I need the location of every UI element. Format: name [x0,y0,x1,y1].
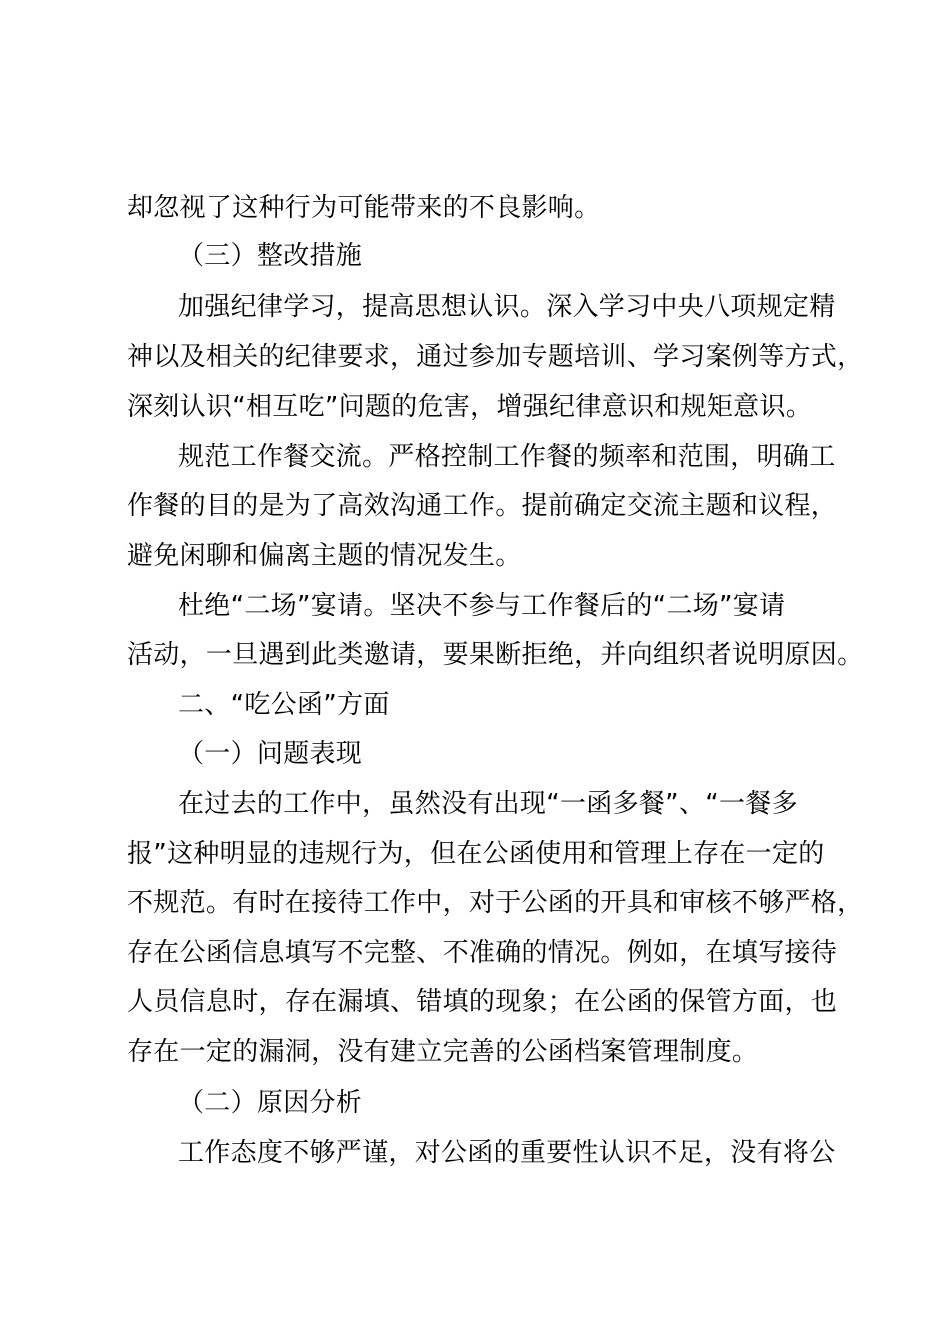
text-line: 避免闲聊和偏离主题的情况发生。 [127,541,522,571]
text-line: 在过去的工作中，虽然没有出现“一函多餐”、“一餐多 [178,789,798,819]
text-line: 神以及相关的纪律要求，通过参加专题培训、学习案例等方式， [127,342,864,372]
section-heading: （二）原因分析 [178,1088,363,1118]
text-line: 作餐的目的是为了高效沟通工作。提前确定交流主题和议程， [127,491,838,521]
text-line: 杜绝“二场”宴请。坚决不参与工作餐后的“二场”宴请 [178,591,786,621]
text-line: 活动，一旦遇到此类邀请，要果断拒绝，并向组织者说明原因。 [127,640,864,670]
text-line: 深刻认识“相互吃”问题的危害，增强纪律意识和规矩意识。 [127,392,813,422]
section-heading: （三）整改措施 [178,241,363,271]
section-heading: （一）问题表现 [178,739,363,769]
section-heading: 二、“吃公函”方面 [178,690,390,720]
text-line: 工作态度不够严谨，对公函的重要性认识不足，没有将公 [178,1138,836,1168]
text-line: 却忽视了这种行为可能带来的不良影响。 [127,193,601,223]
text-line: 人员信息时，存在漏填、错填的现象；在公函的保管方面，也 [127,987,838,1017]
text-line: 规范工作餐交流。严格控制工作餐的频率和范围，明确工 [178,442,836,472]
text-line: 报”这种明显的违规行为，但在公函使用和管理上存在一定的 [127,839,825,869]
text-line: 不规范。有时在接待工作中，对于公函的开具和审核不够严格， [127,888,864,918]
text-line: 存在公函信息填写不完整、不准确的情况。例如，在填写接待 [127,938,838,968]
text-line: 存在一定的漏洞，没有建立完善的公函档案管理制度。 [127,1037,759,1067]
text-line: 加强纪律学习，提高思想认识。深入学习中央八项规定精 [178,292,836,322]
